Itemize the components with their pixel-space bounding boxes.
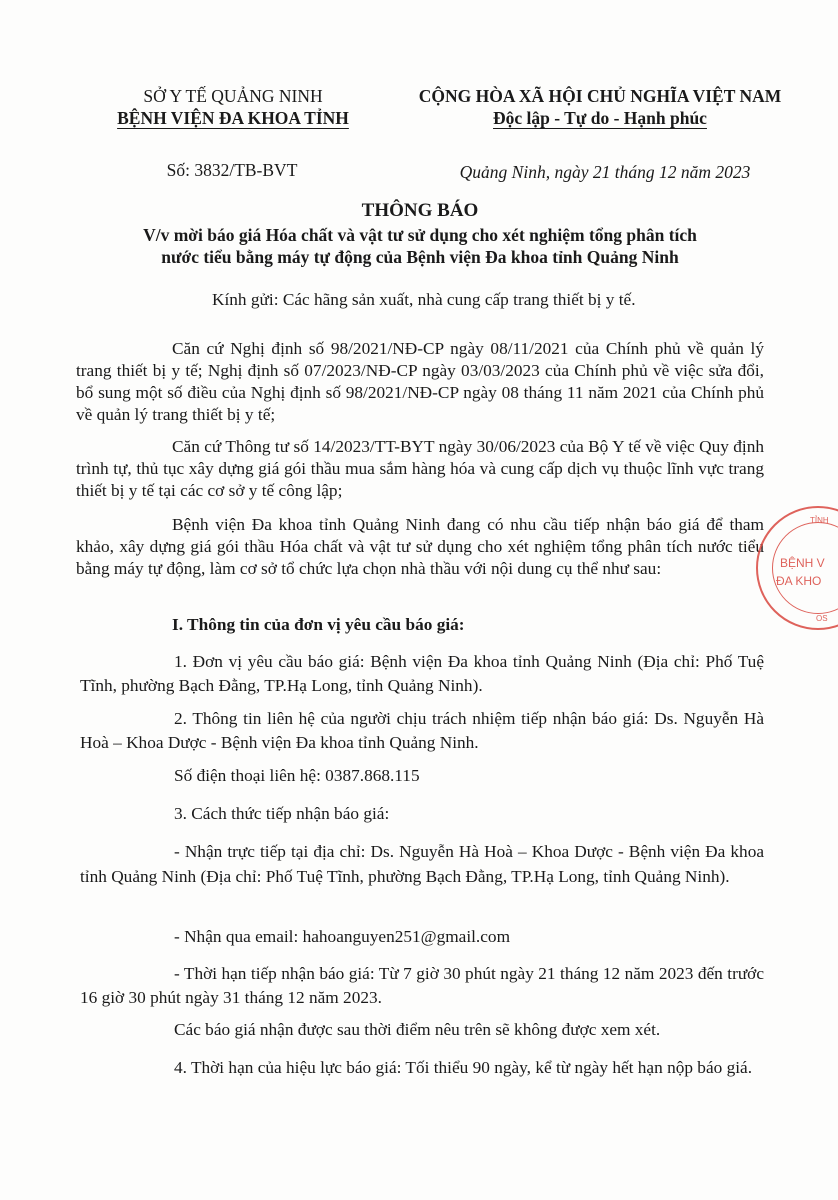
subject-line-2: nước tiểu bằng máy tự động của Bệnh viện Đa khoa tỉnh Quảng Ninh	[161, 247, 679, 267]
paragraph-purpose: Bệnh viện Đa khoa tỉnh Quảng Ninh đang có nhu cầu tiếp nhận báo giá để tham khảo, xây dựng giá gói thầu Hóa chất và vật tư sử dụng cho xét nghiệm tổng phân tích nước tiểu bằng máy tự động, làm cơ sở tổ chức lựa chọn nhà thầu với nội dung cụ thể như sau:	[76, 515, 764, 578]
stamp-top-text: TỈNH	[810, 516, 829, 525]
contact-phone: Số điện thoại liên hệ: 0387.868.115	[174, 766, 420, 785]
item-validity-period: 4. Thời hạn của hiệu lực báo giá: Tối thiểu 90 ngày, kể từ ngày hết hạn nộp báo giá.	[174, 1058, 753, 1077]
subject-line-1: V/v mời báo giá Hóa chất và vật tư sử dụng cho xét nghiệm tổng phân tích	[143, 225, 697, 245]
recipient: Kính gửi: Các hãng sản xuất, nhà cung cấp trang thiết bị y tế.	[212, 290, 636, 309]
paragraph-legal-basis-1: Căn cứ Nghị định số 98/2021/NĐ-CP ngày 08/11/2021 của Chính phủ về quản lý trang thiết bị y tế; Nghị định số 07/2023/NĐ-CP ngày 03/03/2023 của Chính phủ về việc sửa đổi, bổ sung một số điều của Nghị định số 98/2021/NĐ-CP ngày 08 tháng 11 năm 2021 của Chính phủ về quản lý trang thiết bị y tế;	[76, 339, 764, 424]
place-date: Quảng Ninh, ngày 21 tháng 12 năm 2023	[459, 162, 751, 182]
item-requesting-unit: 1. Đơn vị yêu cầu báo giá: Bệnh viện Đa khoa tỉnh Quảng Ninh (Địa chỉ: Phố Tuệ Tĩnh, phường Bạch Đằng, TP.Hạ Long, tỉnh Quảng Ninh).	[80, 652, 764, 695]
agency-name: SỞ Y TẾ QUẢNG NINH	[143, 86, 323, 106]
document-title: THÔNG BÁO	[361, 200, 479, 221]
paragraph-legal-basis-2: Căn cứ Thông tư số 14/2023/TT-BYT ngày 30/06/2023 của Bộ Y tế về việc Quy định trình tự, thủ tục xây dựng giá gói thầu mua sắm hàng hóa và cung cấp dịch vụ thuộc lĩnh vực trang thiết bị y tế tại các cơ sở y tế công lập;	[76, 437, 764, 500]
item-contact-person: 2. Thông tin liên hệ của người chịu trách nhiệm tiếp nhận báo giá: Ds. Nguyễn Hà Hoà – Khoa Dược - Bệnh viện Đa khoa tỉnh Quảng Ninh.	[80, 709, 764, 752]
item-receiving-methods: 3. Cách thức tiếp nhận báo giá:	[174, 804, 390, 823]
stamp-bottom-text: OS	[816, 614, 828, 623]
late-submission-note: Các báo giá nhận được sau thời điểm nêu trên sẽ không được xem xét.	[174, 1020, 661, 1039]
hospital-name: BỆNH VIỆN ĐA KHOA TỈNH	[117, 108, 349, 128]
item-direct-delivery: - Nhận trực tiếp tại địa chỉ: Ds. Nguyễn Hà Hoà – Khoa Dược - Bệnh viện Đa khoa tỉnh Quảng Ninh (Địa chỉ: Phố Tuệ Tĩnh, phường Bạch Đằng, TP.Hạ Long, tỉnh Quảng Ninh).	[80, 842, 764, 886]
item-deadline: - Thời hạn tiếp nhận báo giá: Từ 7 giờ 30 phút ngày 21 tháng 12 năm 2023 đến trước 16 giờ 30 phút ngày 31 tháng 12 năm 2023.	[80, 964, 764, 1007]
section-heading: I. Thông tin của đơn vị yêu cầu báo giá:	[172, 615, 465, 634]
national-title: CỘNG HÒA XÃ HỘI CHỦ NGHĨA VIỆT NAM	[418, 86, 782, 106]
item-email-delivery: - Nhận qua email: hahoanguyen251@gmail.com	[174, 927, 511, 946]
document-number: Số: 3832/TB-BVT	[166, 160, 298, 180]
official-stamp	[756, 506, 838, 630]
stamp-text-line1: BỆNH V	[780, 556, 825, 570]
national-motto: Độc lập - Tự do - Hạnh phúc	[493, 108, 707, 128]
stamp-text-line2: ĐA KHO	[776, 574, 822, 588]
